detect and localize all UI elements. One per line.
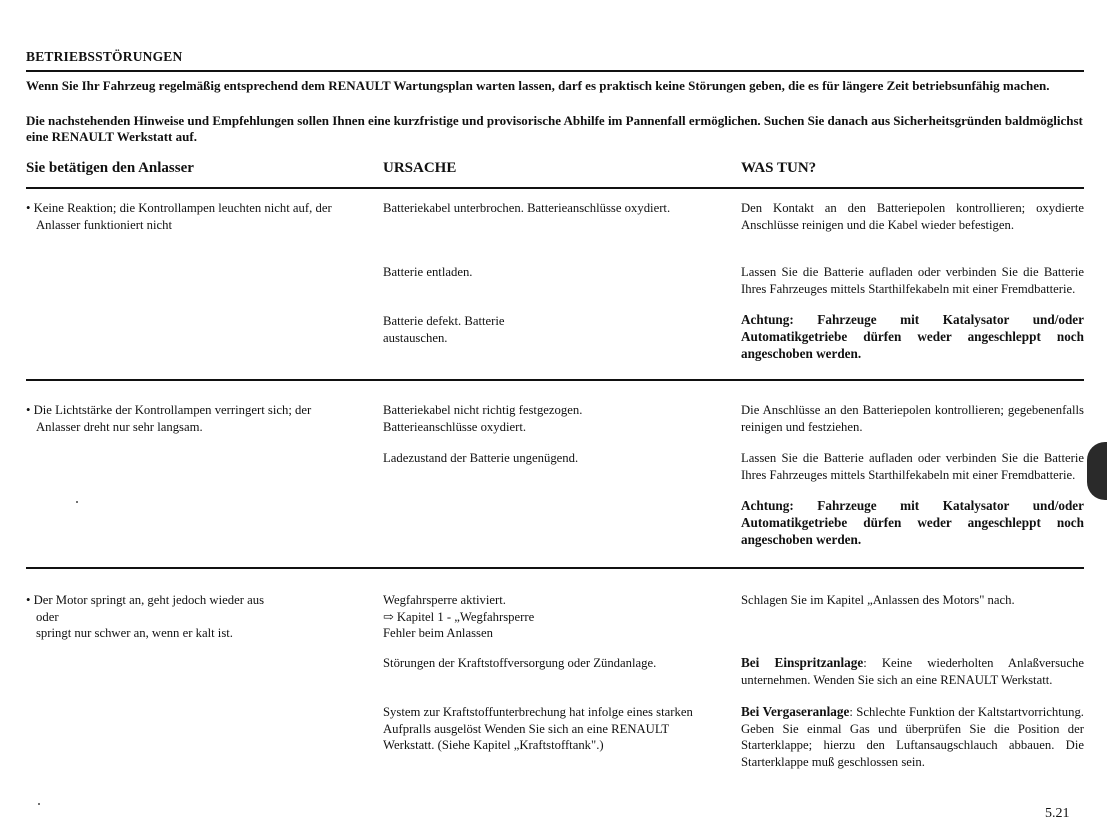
row-3-action-1: Schlagen Sie im Kapitel „Anlassen des Motors" nach. bbox=[741, 593, 1015, 607]
row-2-situation: • Die Lichtstärke der Kontrollampen verringert sich; der Anlasser dreht nur sehr langsam. bbox=[26, 403, 312, 434]
row-3-cause-1-b: Kapitel 1 - „Wegfahrsperre bbox=[396, 609, 535, 624]
row-1-cause-2: Batterie entladen. bbox=[383, 265, 473, 279]
row-3-situation bbox=[26, 592, 346, 642]
row-3-action-3-label: Bei Vergaseranlage bbox=[741, 704, 850, 719]
row-3-cause-1-c: Fehler beim Anlassen bbox=[383, 626, 493, 640]
column-heading-action: WAS TUN? bbox=[741, 160, 817, 176]
row-2-cause-2: Ladezustand der Batterie ungenügend. bbox=[383, 451, 579, 465]
row-3-action-3-text: : Schlechte Funktion der Kaltstartvorrichtung. Geben Sie einmal Gas und überprüfen Sie die Position der Starterklappe; hierzu den Luftansaugschlauch abbauen. Die Starterklappe muß geschlossen sein. bbox=[741, 705, 1084, 769]
speck-mark bbox=[76, 501, 78, 503]
speck-mark-2 bbox=[38, 803, 40, 805]
arrow-right-icon: ⇨ bbox=[383, 609, 394, 624]
row-1-action-1: Den Kontakt an den Batteriepolen kontrollieren; oxydierte Anschlüsse reinigen und die Kabel wieder befestigen. bbox=[741, 201, 1084, 232]
thumb-index-tab bbox=[1087, 442, 1107, 500]
row-3-action-2-text: : Keine wiederholten Anlaßversuche unternehmen. Wenden Sie sich an eine RENAULT Werkstatt. bbox=[741, 656, 1085, 687]
row-3-cause-3: System zur Kraftstoffunterbrechung hat infolge eines starken Aufpralls ausgelöst Wenden Sie sich an eine RENAULT Werkstatt. (Siehe Kapitel „Kraftstofftank".) bbox=[383, 705, 693, 752]
row-3-situation-b: oder bbox=[36, 609, 59, 624]
intro-paragraph-2: Die nachstehenden Hinweise und Empfehlungen sollen Ihnen eine kurzfristige und provisorische Abhilfe im Pannenfall ermöglichen. Suchen Sie danach aus Sicherheitsgründen baldmöglichst eine RENAULT Werkstatt auf. bbox=[26, 113, 1083, 144]
row-2-warning: Achtung: Fahrzeuge mit Katalysator und/oder Automatikgetriebe dürfen weder angeschleppt noch angeschoben werden. bbox=[741, 498, 1084, 547]
row-2-action-2: Lassen Sie die Batterie aufladen oder verbinden Sie die Batterie Ihres Fahrzeuges mittels Starthilfekabeln mit einer Fremdbatterie. bbox=[741, 451, 1084, 482]
title-rule bbox=[26, 70, 1084, 72]
row-3-situation-a: • Der Motor springt an, geht jedoch wieder aus bbox=[26, 593, 265, 607]
row-3-cause-1-ref bbox=[383, 609, 701, 626]
row-1-warning: Achtung: Fahrzeuge mit Katalysator und/oder Automatikgetriebe dürfen weder angeschleppt noch angeschoben werden. bbox=[741, 312, 1084, 361]
row-3-action-2 bbox=[741, 655, 1084, 688]
row-1-cause-3: Batterie defekt. Batterie austauschen. bbox=[383, 314, 505, 345]
row-1-action-2: Lassen Sie die Batterie aufladen oder verbinden Sie die Batterie Ihres Fahrzeuges mittels Starthilfekabeln mit einer Fremdbatterie. bbox=[741, 265, 1084, 296]
row-1-situation: • Keine Reaktion; die Kontrollampen leuchten nicht auf, der Anlasser funktioniert nicht bbox=[26, 201, 332, 232]
row-3-situation-c: springt nur schwer an, wenn er kalt ist. bbox=[36, 626, 233, 640]
header-rule bbox=[26, 187, 1084, 189]
intro-paragraph-1: Wenn Sie Ihr Fahrzeug regelmäßig entsprechend dem RENAULT Wartungsplan warten lassen, darf es praktisch keine Störungen geben, die es für längere Zeit betriebsunfähig machen. bbox=[26, 78, 1050, 93]
row-2-action-1: Die Anschlüsse an den Batteriepolen kontrollieren; gegebenenfalls reinigen und festziehen. bbox=[741, 403, 1084, 434]
row-2-rule bbox=[26, 567, 1084, 569]
row-1-cause-1: Batteriekabel unterbrochen. Batterieanschlüsse oxydiert. bbox=[383, 201, 671, 215]
page-number: 5.21 bbox=[1045, 806, 1070, 821]
row-1-rule bbox=[26, 379, 1084, 381]
column-heading-cause: URSACHE bbox=[383, 160, 457, 176]
row-2-cause-1: Batteriekabel nicht richtig festgezogen. Batterieanschlüsse oxydiert. bbox=[383, 403, 583, 434]
row-3-action-2-label: Bei Einspritzanlage bbox=[741, 655, 864, 670]
row-3-cause-2: Störungen der Kraftstoffversorgung oder Zündanlage. bbox=[383, 656, 657, 670]
row-3-cause-1 bbox=[383, 592, 701, 642]
row-3-action-3 bbox=[741, 704, 1084, 770]
row-3-cause-1-a: Wegfahrsperre aktiviert. bbox=[383, 593, 506, 607]
column-heading-situation: Sie betätigen den Anlasser bbox=[26, 160, 194, 176]
section-title: BETRIEBSSTÖRUNGEN bbox=[26, 49, 183, 64]
